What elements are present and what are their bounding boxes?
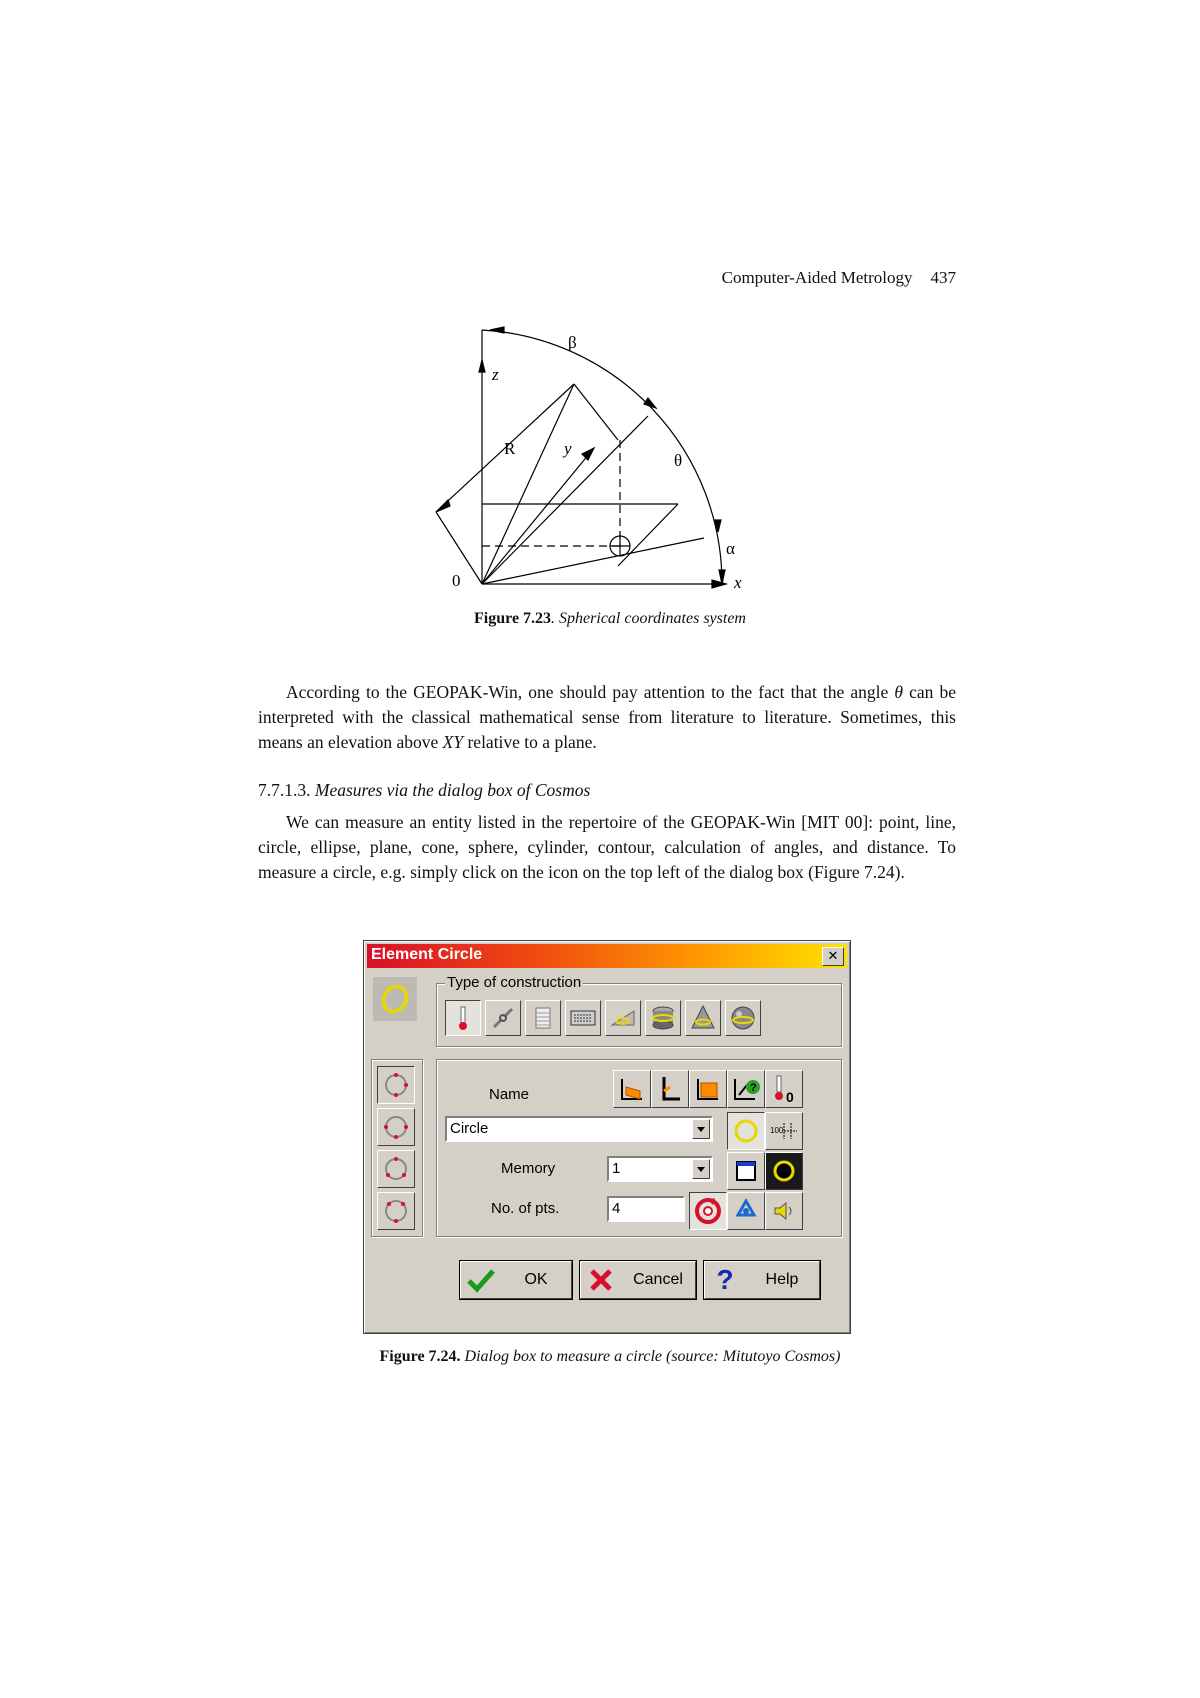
cylinder-construction-icon[interactable] xyxy=(645,1000,681,1036)
keyboard-input-icon[interactable] xyxy=(565,1000,601,1036)
beta-arrow xyxy=(490,327,504,333)
distribution-mode-2-icon[interactable] xyxy=(377,1108,415,1146)
cone-construction-icon[interactable] xyxy=(685,1000,721,1036)
link-construction-icon[interactable] xyxy=(485,1000,521,1036)
paragraph-2: We can measure an entity listed in the repertoire of the GEOPAK-Win [MIT 00]: point, line, circle, ellipse, plane, cone, sphere, cylinder, contour, calculation of angles, and distance. To measure a circle, e.g. simply click on the icon on the top left of the dialog box (Figure 7.24). xyxy=(258,812,956,882)
label-origin: 0 xyxy=(452,571,461,590)
ok-label: OK xyxy=(524,1271,548,1288)
label-beta: β xyxy=(568,333,577,352)
name-value: Circle xyxy=(450,1120,489,1137)
construction-type-label: Type of construction xyxy=(447,974,582,991)
thermometer-probe-icon[interactable] xyxy=(445,1000,481,1036)
question-mark-icon: ? xyxy=(716,1264,734,1295)
figure-7-23-caption: Figure 7.23. Spherical coordinates system xyxy=(474,610,746,627)
point-distribution-group xyxy=(371,1059,423,1237)
cancel-button[interactable] xyxy=(580,1261,696,1299)
label-y: y xyxy=(564,439,572,458)
cancel-label: Cancel xyxy=(633,1271,683,1288)
plane-xy-icon[interactable] xyxy=(613,1070,651,1108)
cross-icon xyxy=(581,1267,621,1293)
memory-label: Memory xyxy=(501,1160,556,1177)
close-button[interactable]: ✕ xyxy=(822,947,844,966)
section-heading: 7.7.1.3. Measures via the dialog box of Cosmos xyxy=(258,780,591,800)
zero-badge: 0 xyxy=(786,1089,794,1104)
name-dropdown-arrow-icon[interactable] xyxy=(692,1119,710,1139)
main-settings-panel xyxy=(436,1059,842,1237)
y-arrow xyxy=(582,448,594,460)
ok-button[interactable] xyxy=(460,1261,572,1299)
circle-element-icon[interactable] xyxy=(373,977,417,1021)
svg-text:100: 100 xyxy=(770,1126,784,1135)
distribution-mode-3-icon[interactable] xyxy=(377,1150,415,1188)
label-x: x xyxy=(734,573,742,592)
temperature-zero-icon[interactable] xyxy=(765,1070,803,1108)
y-axis xyxy=(482,448,594,584)
memory-value: 1 xyxy=(612,1160,621,1177)
distribution-mode-4-icon[interactable] xyxy=(377,1192,415,1230)
help-button[interactable] xyxy=(704,1261,820,1299)
intersection-construction-icon[interactable] xyxy=(605,1000,641,1036)
label-theta: θ xyxy=(674,451,683,470)
r-drop xyxy=(574,384,618,440)
dialog-title: Element Circle xyxy=(371,946,483,963)
paragraph-1: According to the GEOPAK-Win, one should pay attention to the fact that the angle θ can be interpreted with the classical mathematical sense from literature to literature. Sometimes, this means an elevation above XY relative to a plane. xyxy=(258,682,956,752)
dialog-titlebar xyxy=(367,944,847,968)
plane-xz-icon[interactable] xyxy=(689,1070,727,1108)
circle-outline-icon[interactable] xyxy=(727,1112,765,1150)
page-number: 437 xyxy=(930,268,956,287)
element-circle-dialog xyxy=(363,940,851,1334)
window-frame-icon[interactable] xyxy=(727,1152,765,1190)
running-header xyxy=(600,268,956,288)
coordinate-values-icon[interactable] xyxy=(765,1112,803,1150)
label-r: R xyxy=(504,439,516,458)
spherical-coordinates-diagram xyxy=(430,318,790,598)
refresh-red-icon[interactable] xyxy=(689,1192,727,1230)
label-z: z xyxy=(492,365,499,384)
figure-7-24-caption: Figure 7.24. Dialog box to measure a circle (source: Mitutoyo Cosmos) xyxy=(379,1348,841,1365)
plane-yz-icon[interactable] xyxy=(651,1070,689,1108)
r-dimension-arrow xyxy=(436,500,450,512)
memory-combobox[interactable] xyxy=(607,1156,713,1182)
name-label: Name xyxy=(489,1086,530,1103)
r-vector xyxy=(482,384,574,584)
points-label: No. of pts. xyxy=(491,1200,560,1217)
z-arrow xyxy=(479,360,485,372)
points-value: 4 xyxy=(612,1200,621,1217)
sphere-construction-icon[interactable] xyxy=(725,1000,761,1036)
circle-filled-icon[interactable] xyxy=(765,1152,803,1190)
auto-plane-icon[interactable] xyxy=(727,1070,765,1108)
svg-text:?: ? xyxy=(750,1082,757,1094)
theta-arrow-top xyxy=(644,398,656,408)
plane-right-edge xyxy=(618,504,678,566)
x-arrow xyxy=(712,580,726,588)
recycle-icon[interactable] xyxy=(727,1192,765,1230)
projection-line xyxy=(482,538,704,584)
checkmark-icon xyxy=(461,1267,501,1293)
memory-dropdown-arrow-icon[interactable] xyxy=(692,1159,710,1179)
header-title: Computer-Aided Metrology xyxy=(721,268,913,287)
help-label: Help xyxy=(765,1271,799,1288)
table-construction-icon[interactable] xyxy=(525,1000,561,1036)
construction-type-group xyxy=(436,974,842,1047)
label-alpha: α xyxy=(726,539,735,558)
speaker-icon[interactable] xyxy=(765,1192,803,1230)
name-combobox[interactable] xyxy=(445,1116,713,1142)
distribution-mode-1-icon[interactable] xyxy=(377,1066,415,1104)
points-input[interactable] xyxy=(607,1196,685,1222)
